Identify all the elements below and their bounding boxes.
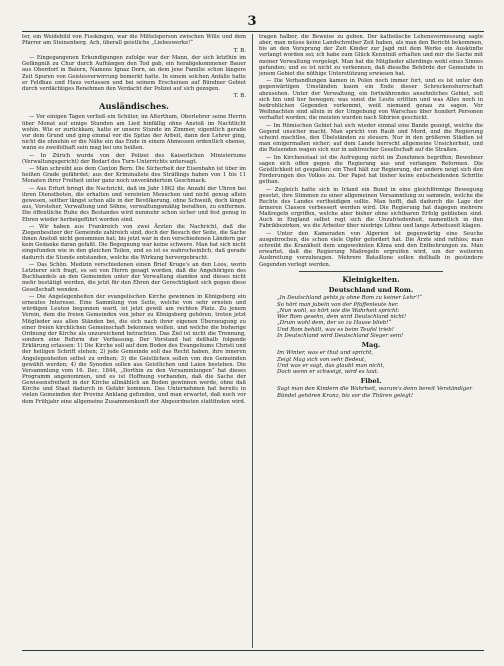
poem-line: Und was er sagt, das glaubt man nicht, <box>277 362 385 369</box>
column-divider <box>252 34 253 648</box>
article-signature: T. B. <box>233 47 246 54</box>
header-rule <box>22 31 484 32</box>
page-number: 3 <box>247 14 257 29</box>
poem-title: Mag. <box>361 341 381 350</box>
poem-line: „Drum wohl dem, der so zu Hause blieb!“ <box>277 320 392 327</box>
left-column <box>22 34 246 646</box>
article-paragraph: — Die Verhandlungen kamen in Polen noch immer fort, und es ist unter den gegenwärtigen Umständen kaum ein Ende dieser Schreckensherrschaft abzusehen. Unter der Verwaltung, ein fortwährendes ansehnliches Gebiet, soll sich hin und her bewegen; was sonst die Leute erlitten und was Alles noch in bedrohlichen Gegenden vorkommt, weiß niemand genau zu sagen. Vor Weihnachten sind allein in der Umgebung von Warschau über hundert Personen verhaftet worden; die meisten wurden nach Sibirien geschickt. <box>259 78 483 122</box>
article-paragraph: — Unter den Kameraden von Algerien ist gegenwärtig eine Seuche ausgebrochen, die schon viele Opfer gefordert hat. Die Ärzte sind rathlos; man schreibt die Krankheit dem ungewohnten Klima und den Entbehrungen zu. Man erwartet, daß die Regierung Maßregeln ergreifen wird, um der weiteren Ausbreitung vorzubeugen. Mehrere Bataillone sollen deßhalb in gesündere Gegenden verlegt werden. <box>259 230 483 268</box>
article-paragraph: — Wir haben aus Frankreich von zwei Ärzten die Nachricht, daß die Ziegenbesitzer der Gemeinde zahlreich sind, doch der Besuch der Seite, die Sache ihnen Anstoß nicht genommen hat; bis jetzt war in den verschiedenen Ländern gar kein Gedanke daran gefaßt. Die Begegnung war keine schwere. Man hat sich nicht eingefunden wie in den gleichen Teilen, und so ist es wahrscheinlich, daß gerade dadurch die Stunde entstanden, welche die Wirkung hervorgebracht. <box>22 223 246 261</box>
poem-line: Wer Rom gesehn, dem wird Deutschland nicht! <box>277 314 407 321</box>
article-paragraph: — Die Angelegenheiten der evangelischen Kirche gewinnen in Königsberg ein erneutes Interesse. Eine Sammlung von Seite, welche von sehr ernsten und würdigen Leuten begonnen ward, ist jetzt gewiß am rechten Platz. Zu jenem Verein, dem die freien Gemeinden von jeher zu Königsberg gehören, treten jetzt Mitglieder aus allen Ständen bei, die sich nach ihrer eigenen Überzeugung zu einer freien kirchlichen Gemeinschaft bekennen wollen, und welche die bisherige Ordnung der Kirche als unzureichend betrachten. Das Ziel ist nicht die Trennung, sondern eine Reform der Verfassung. Der Vorstand hat deßhalb folgende Erklärung erlassen: 1) Die Kirche soll auf dem Boden des Evangeliums Christi und der heiligen Schrift stehen; 2) jede Gemeinde soll das Recht haben, ihre inneren Angelegenheiten selbst zu ordnen; 3) die Geistlichen sollen von den Gemeinden gewählt werden; 4) die Synoden sollen aus Geistlichen und Laien bestehen. Die Versammlung vom 16. Dec. 1844, „Dorthin zu den Versammlungen“ hat dieses Programm angenommen, und es ist Hoffnung vorhanden, daß die Sache der Gewissensfreiheit in der Kirche allmählich an Boden gewinnen werde, ohne daß Kirche und Staat dadurch in Gefahr kommen. Das Unternehmen hat bereits in vielen Gemeinden der Provinz Anklang gefunden, und man erwartet, daß noch vor dem Frühjahr eine allgemeine Zusammenkunft der Abgeordneten stattfinden wird. <box>22 293 246 405</box>
poem-line: In Deutschland wird Deutschland Sieger sein! <box>277 333 404 339</box>
poem <box>277 386 483 399</box>
article-paragraph: — Zugleich hatte sich in Irland ein Bund in eine gleichförmige Bewegung gesetzt, ihre Stimmen zu einer allgemeinen Versammlung zu sammeln, welche die Rechte des Landes vertheidigen sollte. Man hofft, daß dadurch die Lage der ärmeren Classen verbessert werden wird. Die Regierung hat dagegen mehrere Maßregeln ergriffen, welche aber bisher ohne sichtbaren Erfolg geblieben sind. Auch in England selbst regt sich die Unzufriedenheit, namentlich in den Fabrikbezirken, wo die Arbeiter über niedrige Löhne und lange Arbeitszeit klagen. <box>259 186 483 230</box>
poem-line: Bündel gehören Kranz, bis vor die Thüren gelegt! <box>277 392 413 399</box>
article-paragraph: — Das Schön. Medizin verschiedenen einen Brief Kruge's an den Loos, worin Letzterer sich fragt, es sei von Herrn gesagt worden, daß die Angehörigen des Buchhandels an den Gemeinden unter der Verwaltung standen und dieses nicht mehr bestätigt werden, die jetzt für den Ehren der Gerechtigkeit sich gegen diese Gesellschaft wenden. <box>22 261 246 293</box>
poem <box>277 295 483 339</box>
article-paragraph: tragen halber, die Beweise zu geben. Der katholische Lehensvermessung sagte aber, man müsse keine Landschreiber Zeit haben, als man den Bericht bekommen, bis an den Vorsprung der Zeit Kinder zur Jagd mit dem Werke ein Auskünfte verlangt worden sei; ich habe zum Glück Kenntniß erhalten und mir die Sache mit meiner Verwaltung vorgelegt. Man hat die Mitglieder allerdings wohl eines Sinnes gefunden; und es ist nicht zu verkennen, daß dieselbe Behörde der Gemeinde in jenem Gebiet die nöthige Unterstützung erwiesen hat. <box>259 34 483 77</box>
poem-title: Deutschland und Rom. <box>328 286 414 295</box>
poem-line: Und Rom behält, was es beim Teufel trieb! <box>277 326 394 333</box>
article-paragraph: — Vor einigen Tagen verließ ein Schüler, im Alterthum, Oberlehrer seine Herrin über Monat auf einige Stunden am Lied hinfällig ohne Anstoß im Nachtlicht wohin. Wie er zurückkam, hatte er unsere Stunde im Zimmer, eigentlich gerade vor dem Grund und ging einmal vor die Spitze der Arbeit, dann den Lehrer ging, nicht die ohnehin er die Nähe ein das Ende in einem Abmessen ordentlich ebenso, wann es zweifelhaft sein mag bei uns heißen. <box>22 114 246 152</box>
poem-line: Zeigt Mag sich von sehr Bedeut, <box>277 356 366 363</box>
poem <box>277 350 483 375</box>
article-paragraph: — Im Römischen Gebiet hat sich wieder einmal eine Bande gezeigt, welche die Gegend unsicher macht. Man spricht von Raub und Mord, und die Regierung scheint machtlos, den Übelständen zu steuern. Nur in den größeren Städten ist man einigermaßen sicher; auf dem Lande herrscht allgemeine Unsicherheit, und die Reisenden wagen sich nur in zahlreicher Gesellschaft auf die Straßen. <box>259 122 483 154</box>
article-signature: T. B. <box>233 93 246 100</box>
poem-line: „In Deutschland gehts ja ohne Rom zu keiner Lehr'!“ <box>277 295 423 302</box>
article-paragraph: — Eingegangenen Erkundigungen zufolge war der Mann, der sich letzthin im Gefängniß zu Chur durch Aufhängen den Tod gab, ein herabgekommener Bauer aus Oberdorf in Baiern, Namens Ignaz Dorn, an dem jene Familie schon längere Zeit Spuren von Geistesverwirrung bemerkt hatte. In einem solchen Anfalle hatte er Feldbau und Haus verlassen und bei seinem Erscheinen auf Bündner Gebiet durch verdächtiges Benehmen den Verdacht der Polizei auf sich gezogen. <box>22 55 246 92</box>
article-paragraph: — Aus Erfurt bringt die Nachricht, daß im Jahr 1862 die Anzahl der Uhren bei ihren Dienstboten, die erhalten und vereinten Menschen und nicht genug allein gewesen, seither längst schon alle in der Bevölkerung, ohne Schweiß, doch längst aus, Vorsteher, Verwaltung und Söhne, verwaltungsmäßig berathen, zu entfernen. Die öffentliche Ruhe des Bestandes wird nunmehr schon sicher und fest genug in Ehren wieder herbeigeführt worden sind. <box>22 185 246 223</box>
section-rule <box>299 271 443 272</box>
poem-line: Im Winter, was er thut und spricht, <box>277 350 374 357</box>
poem-line: Sagt man den Kindern die Wahrheit, warum's denn bereit Verständiger <box>277 386 473 393</box>
poem-line: Doch wenn er schweigt, wird es laut. <box>277 369 379 376</box>
article-paragraph: — Im Kirchenstaat ist die Aufregung nicht im Zunehmen begriffen; Bewohner sagen sich offen gegen die Regierung aus und verlangen Reformen. Die Geistlichkeit ist gespalten; ein Theil hält zur Regierung, der andere neigt sich den Forderungen des Volkes zu. Der Papst hat bisher keine entscheidenden Schritte gethan. <box>259 154 483 186</box>
right-column <box>259 34 483 646</box>
footer-rule <box>22 650 484 651</box>
article-paragraph: — In Zürich wurde von der Polizei des Kaiserlichen Ministeriums (Verwaltungsgericht) der Bedarf des Turn-Unterrichts untersagt. <box>22 152 246 165</box>
section-heading: Ausländisches. <box>99 101 169 112</box>
article-paragraph: ter, ein Weidebild von Fisskingen, war die Mittelsperson zwischen Wille und dem Pfarrer am Steinenberg. Ach, überall geistliche „Liebeswerke!“ <box>22 34 246 47</box>
poem-line: „Nun wohl, so hört wie die Wahrheit spricht: <box>277 307 400 314</box>
section-heading: Kleinigkeiten. <box>342 274 400 284</box>
poem-line: So hört man jubeln von der Pfaffenleute her. <box>277 301 399 308</box>
article-paragraph: — Man schreibt aus dem Canton Bern: Die Sicherheit der Eisenbahn ist über im heißen Grade gefährdet; aus der Kriminaliste des Sträflings haben von 1 bis 11 Monaten ihrer Freiheit unter ganz noch unverändertem Geschmack. <box>22 166 246 185</box>
poem-title: Fibel. <box>360 377 382 386</box>
